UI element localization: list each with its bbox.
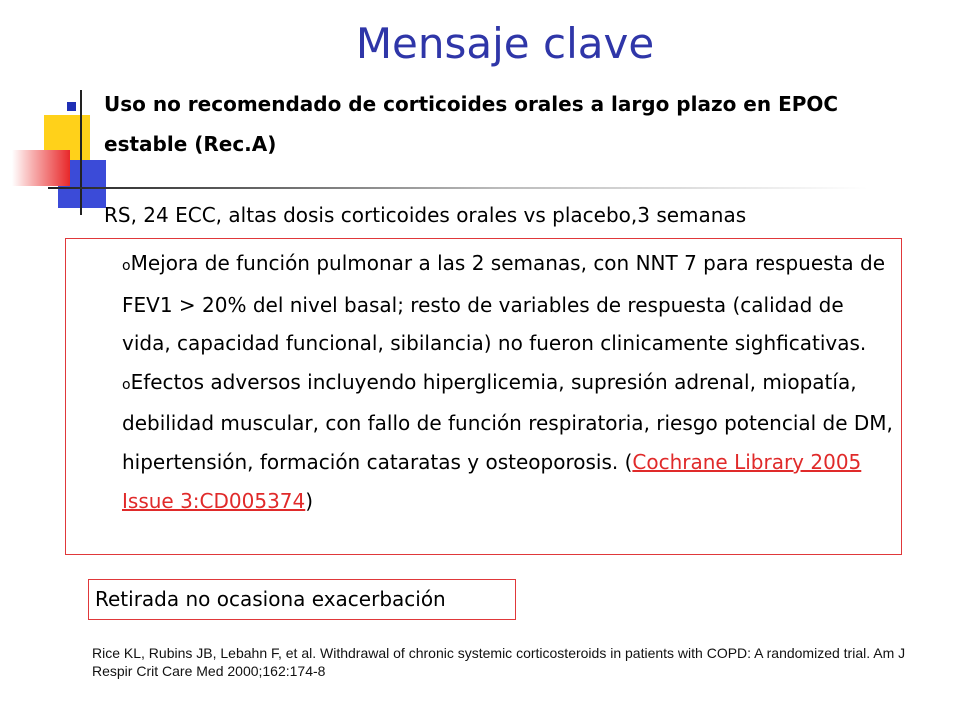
evidence-text: Mejora de función pulmonar a las 2 semanas, con NNT 7 para respuesta de FEV1 > 20% del nivel basal; resto de variables de respuesta (calidad de vida, capacidad funcional, sibilancia) no fueron clinicamente sighficativas.	[122, 251, 886, 356]
key-message: Uso no recomendado de corticoides orales a largo plazo en EPOC estable (Rec.A)	[104, 92, 839, 156]
study-line: RS, 24 ECC, altas dosis corticoides orales vs placebo,3 semanas	[104, 203, 747, 227]
reference-citation: Rice KL, Rubins JB, Lebahn F, et al. Withdrawal of chronic systemic corticosteroids in patients with COPD: A randomized trial. Am J Respir Crit Care Med 2000;162:174-8	[92, 645, 906, 679]
retirada-box: Retirada no ocasiona exacerbación	[88, 579, 516, 620]
evidence-item	[122, 244, 897, 363]
bullet-circle-icon: o	[122, 258, 131, 274]
cochrane-link[interactable]: Cochrane Library 2005 Issue 3:CD005374	[122, 449, 862, 513]
bullet-circle-icon: o	[122, 376, 131, 393]
evidence-list	[122, 244, 897, 520]
bullet-square-icon	[67, 102, 76, 111]
evidence-text-end: )	[305, 488, 314, 513]
slide-title: Mensaje clave	[355, 19, 655, 68]
evidence-item	[122, 363, 897, 520]
logo-vertical-line	[80, 90, 82, 215]
title-underline	[48, 187, 868, 189]
evidence-text: Efectos adversos incluyendo hiperglicemia, supresión adrenal, miopatía, debilidad muscular, con fallo de función respiratoria, riesgo potencial de DM, hipertensión, formación cataratas y osteoporosis. (	[122, 369, 893, 474]
logo-red-gradient-bar	[12, 150, 70, 186]
